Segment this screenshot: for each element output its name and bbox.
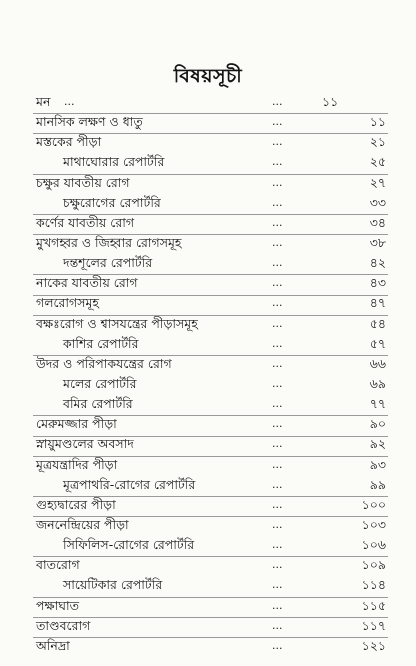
toc-entry-label: চক্ষুর যাবতীয় রোগ [36, 174, 130, 190]
row-divider [33, 234, 388, 235]
leader-dots: ... [272, 397, 283, 411]
toc-entry-label: মেরুমজ্জার পীড়া [36, 416, 117, 432]
toc-entry-label: সায়েটিকার রেপার্টরি [63, 577, 163, 593]
toc-entry-label: মূত্রপাথরি-রোগের রেপার্টরি [63, 476, 196, 492]
leader-dots: ... [272, 256, 283, 270]
toc-entry-page: ৪২ [369, 255, 386, 271]
leader-dots: ... [272, 195, 283, 209]
toc-entry-label: জননেন্দ্রিয়ের পীড়া [36, 516, 129, 532]
toc-entry-label: উদর ও পরিপাকযন্ত্রের রোগ [36, 355, 172, 371]
row-divider [33, 174, 388, 175]
row-divider [33, 295, 388, 296]
toc-entry [0, 515, 416, 535]
toc-entry [0, 334, 416, 354]
toc-entry-page: ৩৩ [369, 194, 386, 210]
toc-entry [0, 193, 416, 213]
toc-entry-page: ১০৩ [361, 516, 386, 532]
toc-entry-label: কাশির রেপার্টরি [63, 335, 139, 351]
leader-dots: ... [272, 376, 283, 390]
toc-entry-page: ৩৮ [369, 234, 386, 250]
row-divider [33, 516, 388, 517]
leader-dots: ... [272, 477, 283, 491]
row-divider [33, 113, 388, 114]
toc-entry [0, 535, 416, 555]
toc-entry [0, 394, 416, 414]
toc-entry-label: স্নায়ুমণ্ডলের অবসাদ [36, 436, 134, 452]
toc-entry [0, 575, 416, 595]
toc-entry [0, 213, 416, 233]
toc-entry-page: ৫৪ [369, 315, 386, 331]
toc-entry [0, 495, 416, 515]
leader-dots: ... [272, 296, 283, 310]
toc-entry-page: ১০৯ [361, 557, 386, 573]
row-divider [33, 496, 388, 497]
toc-entry-label: অনিদ্রা [36, 637, 70, 653]
toc-entry-label: মূত্রযন্ত্রাদির পীড়া [36, 456, 118, 472]
toc-entry-page: ৯৩ [369, 456, 386, 472]
toc-entry [0, 173, 416, 193]
toc-entry [0, 233, 416, 253]
row-divider [33, 415, 388, 416]
row-divider [33, 436, 388, 437]
leader-dots: ... [272, 95, 283, 108]
leader-dots: ... [64, 95, 75, 108]
toc-entry-page: ১১৭ [361, 617, 386, 633]
toc-entry-page: ১২১ [361, 637, 386, 653]
leader-dots: ... [272, 497, 283, 511]
toc-entry [0, 475, 416, 495]
toc-entry-page: ২৫ [369, 154, 386, 170]
leader-dots: ... [272, 558, 283, 572]
toc-entry-page: ১১৫ [361, 597, 386, 613]
toc-entry-label: নাকের যাবতীয় রোগ [36, 275, 138, 291]
toc-entry-label: মানসিক লক্ষণ ও ধাতু [36, 114, 143, 130]
toc-entry [0, 293, 416, 313]
toc-entry-page: ৬৬ [369, 355, 386, 371]
leader-dots: ... [272, 316, 283, 330]
leader-dots: ... [272, 538, 283, 552]
leader-dots: ... [272, 598, 283, 612]
row-divider [33, 637, 388, 638]
toc-entry-label: বক্ষঃরোগ ও শ্বাসযন্ত্রের পীড়াসমূহ [36, 315, 198, 331]
toc-entry-page: ৫৭ [369, 335, 386, 351]
toc-entry-label: মলের রেপার্টরি [63, 375, 137, 391]
page-title: বিষয়সূচী [173, 65, 243, 87]
leader-dots: ... [272, 215, 283, 229]
toc-entry-page: ১১ [369, 114, 386, 130]
leader-dots: ... [272, 618, 283, 632]
toc-entry [0, 132, 416, 152]
toc-entry-label: কর্ণের যাবতীয় রোগ [36, 214, 135, 230]
toc-entry [0, 555, 416, 575]
toc-entry [0, 636, 416, 656]
toc-entry-page: ২১ [369, 134, 386, 150]
row-divider [33, 133, 388, 134]
toc-entry [0, 152, 416, 172]
toc-entry-label: বমির রেপার্টরি [63, 396, 133, 412]
toc-entry [0, 273, 416, 293]
toc-entry-label: মন [36, 94, 51, 109]
toc-entry [0, 92, 416, 112]
toc-entry-label: মস্তকের পীড়া [36, 134, 102, 150]
toc-entry-label: সিফিলিস-রোগের রেপার্টরি [63, 537, 195, 553]
toc-entry-page: ১০৬ [361, 537, 386, 553]
toc-entry-page: ৪৭ [369, 295, 386, 311]
row-divider [33, 274, 388, 275]
toc-entry-label: গুহ্যদ্বারের পীড়া [36, 496, 116, 512]
leader-dots: ... [272, 356, 283, 370]
leader-dots: ... [272, 276, 283, 290]
leader-dots: ... [272, 235, 283, 249]
leader-dots: ... [272, 115, 283, 129]
toc-entry [0, 414, 416, 434]
toc-entry-label: তাণ্ডবরোগ [36, 617, 91, 633]
toc-entry-label: গলরোগসমূহ [36, 295, 99, 311]
toc-entry-page: ১১ [322, 94, 339, 109]
toc-entry-label: মাথাঘোরার রেপার্টরি [63, 154, 165, 170]
toc-entry [0, 354, 416, 374]
toc-entry-page: ৯২ [369, 436, 386, 452]
leader-dots: ... [272, 457, 283, 471]
toc-entry [0, 596, 416, 616]
toc-entry [0, 112, 416, 132]
toc-entry-page: ৯৯ [369, 476, 386, 492]
toc-entry-label: মুখগহ্বর ও জিহ্বার রোগসমূহ [36, 234, 182, 250]
leader-dots: ... [272, 517, 283, 531]
leader-dots: ... [272, 437, 283, 451]
leader-dots: ... [272, 417, 283, 431]
toc-entry-page: ৩৪ [369, 214, 386, 230]
toc-entry [0, 616, 416, 636]
toc-entry-page: ৪৩ [369, 275, 386, 291]
row-divider [33, 617, 388, 618]
leader-dots: ... [272, 135, 283, 149]
toc-entry [0, 314, 416, 334]
row-divider [33, 556, 388, 557]
toc-entry-label: দন্তশূলের রেপার্টরি [63, 255, 153, 271]
toc-entry-label: চক্ষুরোগের রেপার্টরি [63, 194, 161, 210]
table-of-contents [0, 92, 416, 656]
toc-entry-page: ২৭ [369, 174, 386, 190]
toc-entry-page: ৯০ [369, 416, 386, 432]
row-divider [33, 355, 388, 356]
row-divider [33, 597, 388, 598]
toc-entry-page: ৬৯ [369, 375, 386, 391]
leader-dots: ... [272, 175, 283, 189]
toc-entry [0, 455, 416, 475]
toc-entry [0, 434, 416, 454]
row-divider [33, 456, 388, 457]
leader-dots: ... [272, 155, 283, 169]
toc-entry-label: পক্ষাঘাত [36, 597, 79, 613]
toc-entry-page: ১১৪ [361, 577, 386, 593]
toc-entry-label: বাতরোগ [36, 557, 80, 573]
row-divider [33, 214, 388, 215]
toc-entry [0, 253, 416, 273]
toc-entry-page: ১০০ [361, 496, 386, 512]
toc-entry-page: ৭৭ [369, 396, 386, 412]
leader-dots: ... [272, 578, 283, 592]
leader-dots: ... [272, 638, 283, 652]
toc-entry [0, 374, 416, 394]
row-divider [33, 315, 388, 316]
leader-dots: ... [272, 336, 283, 350]
